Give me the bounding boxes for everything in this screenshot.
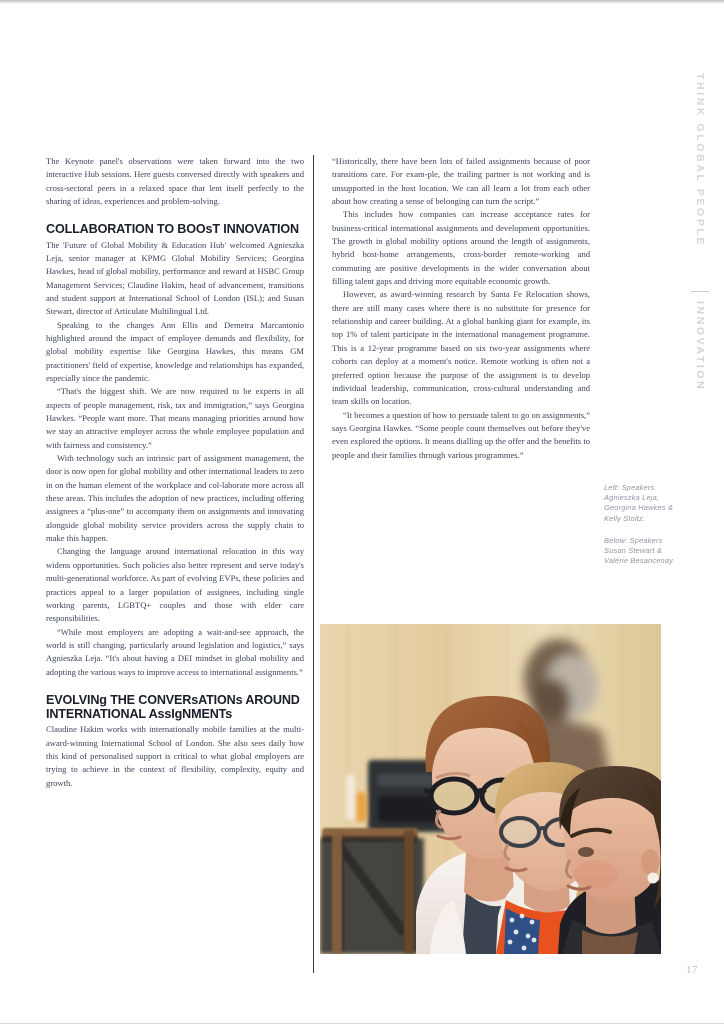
panel-photograph [320,624,661,954]
paragraph: The Keynote panel's observations were taken forward into the two interactive Hub sessions. Here guests conversed directly with speakers and cross-sectoral peers in a relaxed space that lent itself perfectly to the sharing of ideas, experiences and problem-solving. [46,156,304,207]
column-divider [313,155,314,973]
section-running-head: INNOVATION [694,301,706,392]
paragraph: However, as award-winning research by Santa Fe Relocation shows, there are still many cases where there is no substitute for presence for relationship and career building. At a global banking giant for example, its top 1% of talent participate in the international management programme. This is a 12-year programme based on six two-year assignments where cohorts can deploy at a moment's notice. Remote working is often not a preferred option because the purpose of the assignment is to develop individual leadership, communication, cross-cultural understanding and team skills on location. [332,289,590,407]
paragraph: Changing the language around international relocation in this way widens opportunities. Such policies also better represent and serve today's multi-generational workforce. As part of evolving EVPs, these policies and practices appeal to a larger population of assignees, including single working parents, LGBTQ+ couples and those with elder care responsibilities. [46,546,304,624]
paragraph: This includes how companies can increase acceptance rates for business-critical international assignments and development opportunities. The growth in global mobility options around the length of assignments, hybrid host-home arrangements, cross-border remote-working and commuting are positive developments in the wider conversation about filling talent gaps and driving more equitable economic growth. [332,209,590,287]
left-text-column [46,155,304,790]
paragraph: “It becomes a question of how to persuade talent to go on assignments,” says Georgina Hawkes. “Some people count themselves out before they've even explored the options. It means dialling up the offer and the benefits to people and their families through various programmes.” [332,409,590,460]
photograph-illustration [320,624,661,954]
photo-caption-below: Below: Speakers Susan Stewart & Valérie Besancenay [604,536,674,566]
paragraph: “Historically, there have been lots of failed assignments because of poor transitions care. For exam-ple, the trailing partner is not working and is unsupported in the host location. We can all learn a lot from each other about how creating a sense of belonging can turn the script.” [332,156,590,207]
photo-caption-left: Left: Speakers Agnieszka Leja, Georgina Hawkes & Kelly Stoltz. [604,483,674,523]
section-heading-collaboration: COLLABORATION TO BOOsT INNOVATION [46,222,299,237]
paragraph: “That's the biggest shift. We are now required to be experts in all aspects of people management, risk, tax and immigration,” says Georgina Hawkes. “People want more. That means managing priorities around how we stay an attractive employer across the whole employee population and with fairness and consistency.” [46,386,304,450]
paragraph: The 'Future of Global Mobility & Education Hub' welcomed Agnieszka Leja, senior manager at KPMG Global Mobility Services; Georgina Hawkes, head of global mobility, performance and reward at HSBC Group Management Services; Claudine Hakim, head of advancement, transitions and student support at International School of London (ISL); and Susan Stewart, director of Articulate Multilingual Ltd. [46,239,304,317]
paragraph: With technology such an intrinsic part of assignment management, the door is now open for global mobility and other international leaders to zero in on the human element of the workplace and col-laborate more across all these areas. This includes the adoption of new practices, including offering assignees a “plus-one” to accompany them on assignments and innovating alongside global mobility service providers across the supply chain to make this happen. [46,453,304,544]
page-number: 17 [686,964,698,976]
paragraph: Claudine Hakim works with internationally mobile families at the multi-award-winning International School of London. She also sees daily how this kind of personalised support is critical to what global employers are trying to achieve in the context of flexibility, complexity, equity and growth. [46,724,304,788]
magazine-page [0,5,724,1020]
brand-running-head: THINK GLOBAL PEOPLE [694,73,706,248]
edge-rail [676,5,724,1020]
right-text-column [332,155,590,462]
section-heading-evolving: EVOLVINg THE CONVERsATIONs AROUND INTERNATIONAL AssIgNMENTs [46,692,300,722]
paragraph: “While most employers are adopting a wait-and-see approach, the world is still changing, particularly around legislation and logistics,” says Agnieszka Leja. “It's about having a DEI mindset in global mobility and adopting the various ways to improve access to international assignments.” [46,626,304,677]
rail-divider [691,291,709,292]
paragraph: Speaking to the changes Ann Ellis and Demetra Marcantonio highlighted around the impact of employee demands and flexibility, for global mobility expertise like Georgina Hawkes, this means GM practitioners' field of expertise, knowledge and relationships has expanded, especially since the pandemic. [46,319,304,384]
